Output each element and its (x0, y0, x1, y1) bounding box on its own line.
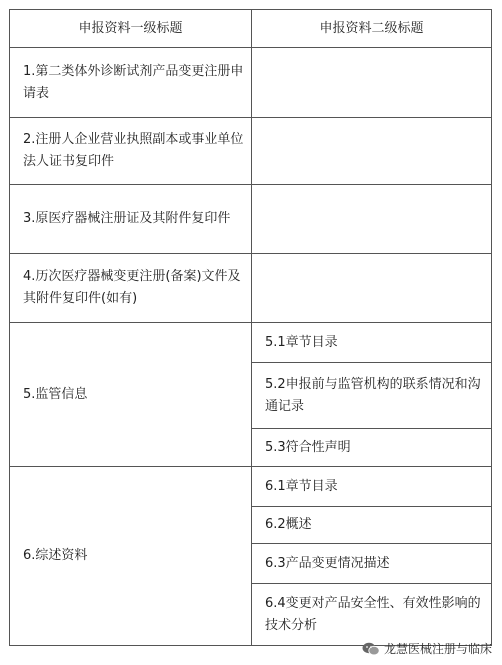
secondary-cell: 6.1章节目录 (252, 467, 492, 507)
primary-cell: 4.历次医疗器械变更注册(备案)文件及其附件复印件(如有) (10, 254, 252, 323)
secondary-cell: 6.2概述 (252, 507, 492, 544)
source-watermark (362, 640, 492, 657)
secondary-cell: 6.4变更对产品安全性、有效性影响的技术分析 (252, 584, 492, 646)
watermark-text: 龙慧医械注册与临床 (383, 642, 492, 656)
table-row (10, 323, 492, 363)
secondary-cell: 5.1章节目录 (252, 323, 492, 363)
primary-cell: 1.第二类体外诊断试剂产品变更注册申请表 (10, 48, 252, 118)
secondary-cell-empty (252, 185, 492, 254)
table-row (10, 118, 492, 185)
wechat-icon (362, 642, 380, 656)
application-materials-table (9, 9, 492, 646)
primary-cell: 3.原医疗器械注册证及其附件复印件 (10, 185, 252, 254)
secondary-cell-empty (252, 48, 492, 118)
table-row (10, 254, 492, 323)
table-row (10, 48, 492, 118)
secondary-cell: 5.2申报前与监管机构的联系情况和沟通记录 (252, 363, 492, 429)
secondary-cell: 6.3产品变更情况描述 (252, 544, 492, 584)
primary-cell: 5.监管信息 (10, 323, 252, 467)
table-row (10, 467, 492, 507)
secondary-cell: 5.3符合性声明 (252, 429, 492, 467)
table-row (10, 185, 492, 254)
primary-cell: 2.注册人企业营业执照副本或事业单位法人证书复印件 (10, 118, 252, 185)
header-secondary-title: 申报资料二级标题 (252, 10, 492, 48)
secondary-cell-empty (252, 254, 492, 323)
primary-cell: 6.综述资料 (10, 467, 252, 646)
header-primary-title: 申报资料一级标题 (10, 10, 252, 48)
secondary-cell-empty (252, 118, 492, 185)
table-header-row (10, 10, 492, 48)
